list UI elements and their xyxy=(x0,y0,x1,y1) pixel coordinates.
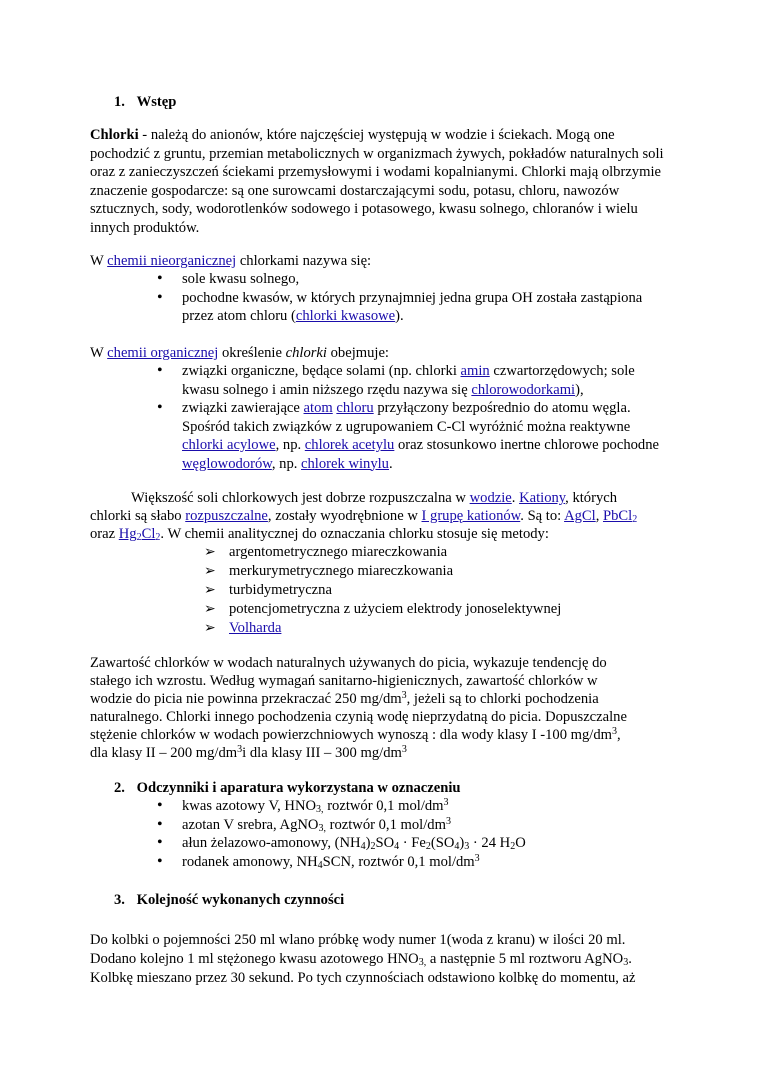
section-heading-2 xyxy=(114,779,461,798)
superscript: 3 xyxy=(445,815,451,827)
text: rodanek amonowy, NH xyxy=(182,853,318,870)
text: pochodne kwasów, w których przynajmniej jedna grupa OH została zastąpiona przez atom chloru ( xyxy=(182,289,643,324)
organic-intro xyxy=(90,344,389,363)
intro-paragraph xyxy=(90,126,670,237)
superscript: 3 xyxy=(474,852,480,864)
text: W xyxy=(90,345,108,361)
method-item xyxy=(204,581,664,600)
section-heading-1 xyxy=(114,93,176,112)
link-agcl[interactable]: AgCl xyxy=(564,508,596,524)
inorganic-intro xyxy=(90,252,371,271)
procedure-line-2 xyxy=(90,950,632,969)
link-kationy[interactable]: Kationy xyxy=(519,490,566,506)
text: Kolbkę mieszano przez 30 sekund. Po tych czynnościach odstawiono kolbkę do momentu, aż xyxy=(90,970,636,986)
text: ałun żelazowo-amonowy, (NH xyxy=(182,835,361,851)
section-title: Odczynniki i aparatura wykorzystana w oznaczeniu xyxy=(136,780,461,796)
text: Do kolbki o pojemności 250 ml wlano próbkę wody numer 1(woda z kranu) w ilości 20 ml. xyxy=(90,932,626,948)
content-line-6 xyxy=(90,744,407,763)
subscript: 3, xyxy=(418,957,427,968)
reagent-item xyxy=(157,853,657,872)
text: czwartorzędowych; sole kwasu solnego i amin niższego rzędu nazywa się xyxy=(182,363,635,398)
method-item xyxy=(204,600,664,619)
text: a następnie 5 ml roztworu AgNO xyxy=(426,951,624,967)
link-chemia-organiczna[interactable]: chemii organicznej xyxy=(107,345,219,361)
link-wodzie[interactable]: wodzie xyxy=(469,490,512,506)
methods-list xyxy=(204,543,664,638)
subscript: 4 xyxy=(317,859,323,871)
list-item xyxy=(157,289,672,326)
organic-list xyxy=(157,362,672,473)
text: Hg xyxy=(118,526,137,542)
subscript: 3, xyxy=(318,822,326,834)
method-item xyxy=(204,619,664,638)
text: , których xyxy=(565,490,618,506)
emphasis: chlorki xyxy=(285,345,327,361)
text: ) xyxy=(459,835,465,851)
superscript: 3 xyxy=(612,726,617,737)
text: azotan V srebra, AgNO xyxy=(182,816,319,833)
text: PbCl xyxy=(602,508,633,524)
text: . W chemii analitycznej do oznaczania chlorku stosuje się metody: xyxy=(160,526,549,542)
text: dla klasy II – 200 mg/dm xyxy=(90,745,238,761)
content-line-2 xyxy=(90,672,598,691)
section-number: 1. xyxy=(114,94,125,110)
link-chlorek-acetylu[interactable]: chlorek acetylu xyxy=(304,437,395,453)
text: związki zawierające xyxy=(182,400,304,416)
link-atom[interactable]: atom xyxy=(303,400,333,416)
solubility-line-1 xyxy=(131,489,617,508)
text: i dla klasy III – 300 mg/dm xyxy=(242,745,402,761)
text: . xyxy=(511,490,520,506)
text: przyłączony bezpośrednio do atomu węgla. Spośród takich związków z ugrupowaniem C-Cl wyróżnić można reaktywne xyxy=(182,400,631,435)
subscript: 3, xyxy=(316,804,324,815)
intro-text: - należą do anionów, które najczęściej występują w wodzie i ściekach. Mogą one pochodzić z gruntu, przemian metabolicznych w organizmach żywych, pokładów naturalnych soli oraz z zanieczyszczeń ściekami przemysłowymi i wodami kopalnianymi. Chlorki mają olbrzymie znaczenie gospodarcze: są one surowcami dostarczającymi sodu, potasu, chloru, nawozów sztucznych, sody, wodorotlenków sodowego i potasowego, kwasu solnego, chloranów i wielu innych produktów. xyxy=(90,127,664,236)
inorganic-list xyxy=(157,270,672,326)
content-line-4 xyxy=(90,708,627,727)
method-item xyxy=(204,543,664,562)
text: . xyxy=(388,455,393,472)
subscript: 2 xyxy=(632,514,638,525)
link-i-grupa-kationow[interactable]: I grupę kationów xyxy=(421,508,521,524)
text: oraz stosunkowo inertne chlorowe pochodne xyxy=(394,437,659,453)
text: merkurymetrycznego miareczkowania xyxy=(229,563,454,579)
text: ). xyxy=(395,308,404,324)
text: W xyxy=(90,253,108,269)
subscript: 2 xyxy=(155,532,161,543)
text: (SO xyxy=(430,835,455,851)
superscript: 3 xyxy=(401,744,407,755)
superscript: 3 xyxy=(401,690,407,701)
text: oraz xyxy=(90,526,119,542)
text: , xyxy=(595,508,603,524)
text: SCN, roztwór 0,1 mol/dm xyxy=(322,853,475,870)
list-item xyxy=(157,399,672,473)
reagents-list xyxy=(157,797,657,871)
text: chlorki są słabo xyxy=(90,508,186,524)
text: argentometrycznego miareczkowania xyxy=(229,544,448,560)
method-item xyxy=(204,562,664,581)
link-volharda[interactable]: Volharda xyxy=(229,620,282,636)
text: roztwór 0,1 mol/dm xyxy=(325,816,446,833)
reagent-item xyxy=(157,816,657,835)
subscript: 3 xyxy=(464,841,470,852)
text: naturalnego. Chlorki innego pochodzenia czynią wodę nieprzydatną do picia. Dopuszczalne xyxy=(90,709,627,725)
text: chlorkami nazywa się: xyxy=(236,253,372,269)
link-chlorki-kwasowe[interactable]: chlorki kwasowe xyxy=(295,308,396,324)
text: stężenie chlorków w wodach powierzchniowych wynoszą : dla wody klasy I -100 mg/dm xyxy=(90,727,612,743)
section-heading-3 xyxy=(114,891,344,910)
text: turbidymetryczna xyxy=(229,582,332,598)
text: SO xyxy=(375,835,395,851)
text: Dodano kolejno 1 ml stężonego kwasu azotowego HNO xyxy=(90,951,419,967)
text: · 24 H xyxy=(469,835,511,851)
link-amin[interactable]: amin xyxy=(460,363,490,379)
subscript: 4 xyxy=(454,841,460,852)
text: sole kwasu solnego, xyxy=(182,271,300,287)
text: stałego ich wzrostu. Według wymagań sanitarno-higienicznych, zawartość chlorków w xyxy=(90,673,598,689)
section-number: 2. xyxy=(114,780,125,796)
procedure-line-1 xyxy=(90,931,625,950)
text: wodzie do picia nie powinna przekraczać 250 mg/dm xyxy=(90,691,402,707)
subscript: 2 xyxy=(425,841,431,852)
content-line-1 xyxy=(90,654,607,673)
text: związki organiczne, będące solami (np. chlorki xyxy=(182,363,461,379)
section-number: 3. xyxy=(114,892,125,908)
section-title: Kolejność wykonanych czynności xyxy=(136,892,345,908)
content-line-5 xyxy=(90,726,621,745)
solubility-line-2 xyxy=(90,507,637,526)
text: , jeżeli są to chlorki pochodzenia xyxy=(406,691,599,707)
link-rozpuszczalne[interactable]: rozpuszczalne xyxy=(185,508,268,524)
reagent-item xyxy=(157,834,657,853)
text: Zawartość chlorków w wodach naturalnych używanych do picia, wykazuje tendencję do xyxy=(90,655,607,671)
subscript: 2 xyxy=(510,841,516,852)
text: . Są to: xyxy=(520,508,565,524)
text: O xyxy=(515,835,526,851)
subscript: 2 xyxy=(136,532,142,543)
text: · Fe xyxy=(399,835,426,851)
text: Większość soli chlorkowych jest dobrze rozpuszczalna w xyxy=(131,490,470,506)
text: kwas azotowy V, HNO xyxy=(182,798,317,814)
text: , np. xyxy=(271,455,302,472)
text: , np. xyxy=(275,437,305,453)
term-chlorki: Chlorki xyxy=(90,127,139,143)
text: obejmuje: xyxy=(326,345,389,361)
link-chloru[interactable]: chloru xyxy=(336,400,374,416)
subscript: 4 xyxy=(394,841,400,852)
link-pbcl2[interactable] xyxy=(603,508,637,524)
link-chemia-nieorganiczna[interactable]: chemii nieorganicznej xyxy=(107,253,237,269)
section-title: Wstęp xyxy=(136,94,177,110)
text: roztwór 0,1 mol/dm xyxy=(323,798,444,814)
link-chlorki-acylowe[interactable]: chlorki acylowe xyxy=(182,437,276,453)
link-chlorek-winylu[interactable]: chlorek winylu xyxy=(301,455,389,472)
text: ), xyxy=(575,381,584,398)
subscript: 2 xyxy=(370,841,376,852)
subscript: 3 xyxy=(623,957,629,968)
list-item xyxy=(157,270,672,289)
text: potencjometryczna z użyciem elektrody jonoselektywnej xyxy=(229,601,562,617)
link-hg2cl2[interactable] xyxy=(119,526,161,542)
link-weglowodorow[interactable]: węglowodorów xyxy=(182,455,272,472)
superscript: 3 xyxy=(443,797,449,808)
text: , xyxy=(617,727,621,743)
link-chlorowodorkami[interactable]: chlorowodorkami xyxy=(471,381,576,398)
text: ) xyxy=(365,835,371,851)
superscript: 3 xyxy=(237,744,243,755)
content-line-3 xyxy=(90,690,599,709)
list-item xyxy=(157,362,672,399)
text: Cl xyxy=(141,526,156,542)
reagent-item xyxy=(157,797,657,816)
text: . xyxy=(628,951,632,967)
solubility-line-3 xyxy=(90,525,549,544)
text: , zostały wyodrębnione w xyxy=(267,508,422,524)
procedure-line-3 xyxy=(90,969,636,988)
text: określenie xyxy=(218,345,286,361)
subscript: 4 xyxy=(360,841,366,852)
